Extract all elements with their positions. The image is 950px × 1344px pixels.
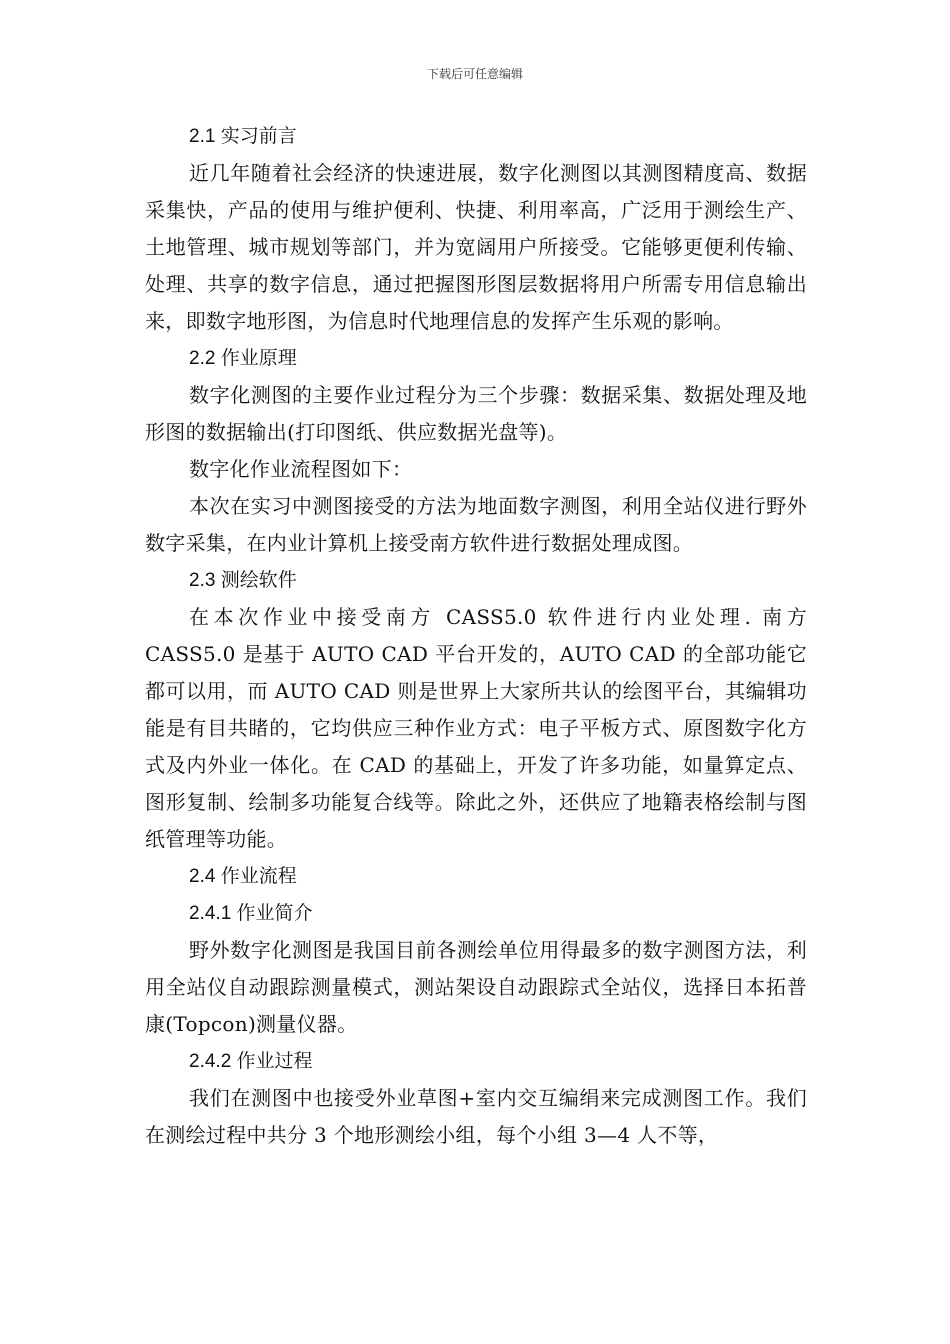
- paragraph-intro-work: 野外数字化测图是我国目前各测绘单位用得最多的数字测图方法，利用全站仪自动跟踪测量模式，测站架设自动跟踪式全站仪，选择日本拓普康(Topcon)测量仪器。: [145, 938, 807, 1036]
- heading-2-4: 2.4 作业流程: [189, 866, 297, 887]
- heading-2-4-2: 2.4.2 作业过程: [189, 1051, 313, 1072]
- page-header: 下载后可任意编辑: [426, 67, 523, 81]
- paragraph-flowchart: 数字化作业流程图如下：: [189, 457, 413, 481]
- paragraph-intro: 近几年随着社会经济的快速进展，数字化测图以其测图精度高、数据采集快，产品的使用与维护便利、快捷、利用率高，广泛用于测绘生产、土地管理、城市规划等部门，并为宽阔用户所接受。它能够更便利传输、处理、共享的数字信息，通过把握图形图层数据将用户所需专用信息输出来，即数字地形图，为信息时代地理信息的发挥产生乐观的影响。: [145, 161, 807, 333]
- paragraph-principle: 数字化测图的主要作业过程分为三个步骤：数据采集、数据处理及地形图的数据输出(打印图纸、供应数据光盘等)。: [145, 383, 807, 444]
- document-body: [145, 118, 807, 1154]
- heading-2-4-1: 2.4.1 作业简介: [189, 903, 313, 924]
- heading-2-2: 2.2 作业原理: [189, 348, 297, 369]
- heading-2-3: 2.3 测绘软件: [189, 570, 297, 591]
- paragraph-process: 我们在测图中也接受外业草图+室内交互编绢来完成测图工作。我们在测绘过程中共分 3 个地形测绘小组，每个小组 3—4 人不等，: [145, 1086, 807, 1147]
- heading-2-1: 2.1 实习前言: [189, 126, 297, 147]
- paragraph-method: 本次在实习中测图接受的方法为地面数字测图，利用全站仪进行野外数字采集，在内业计算机上接受南方软件进行数据处理成图。: [145, 494, 807, 555]
- paragraph-software: 在本次作业中接受南方 CASS5.0 软件进行内业处理. 南方 CASS5.0 是基于 AUTO CAD 平台开发的，AUTO CAD 的全部功能它都可以用，而 AUTO CAD 则是世界上大家所共认的绘图平台，其编辑功能是有目共睹的，它均供应三种作业方式：电子平板方式、原图数字化方式及内外业一体化。在 CAD 的基础上，开发了许多功能，如量算定点、图形复制、绘制多功能复合线等。除此之外，还供应了地籍表格绘制与图纸管理等功能。: [145, 605, 807, 851]
